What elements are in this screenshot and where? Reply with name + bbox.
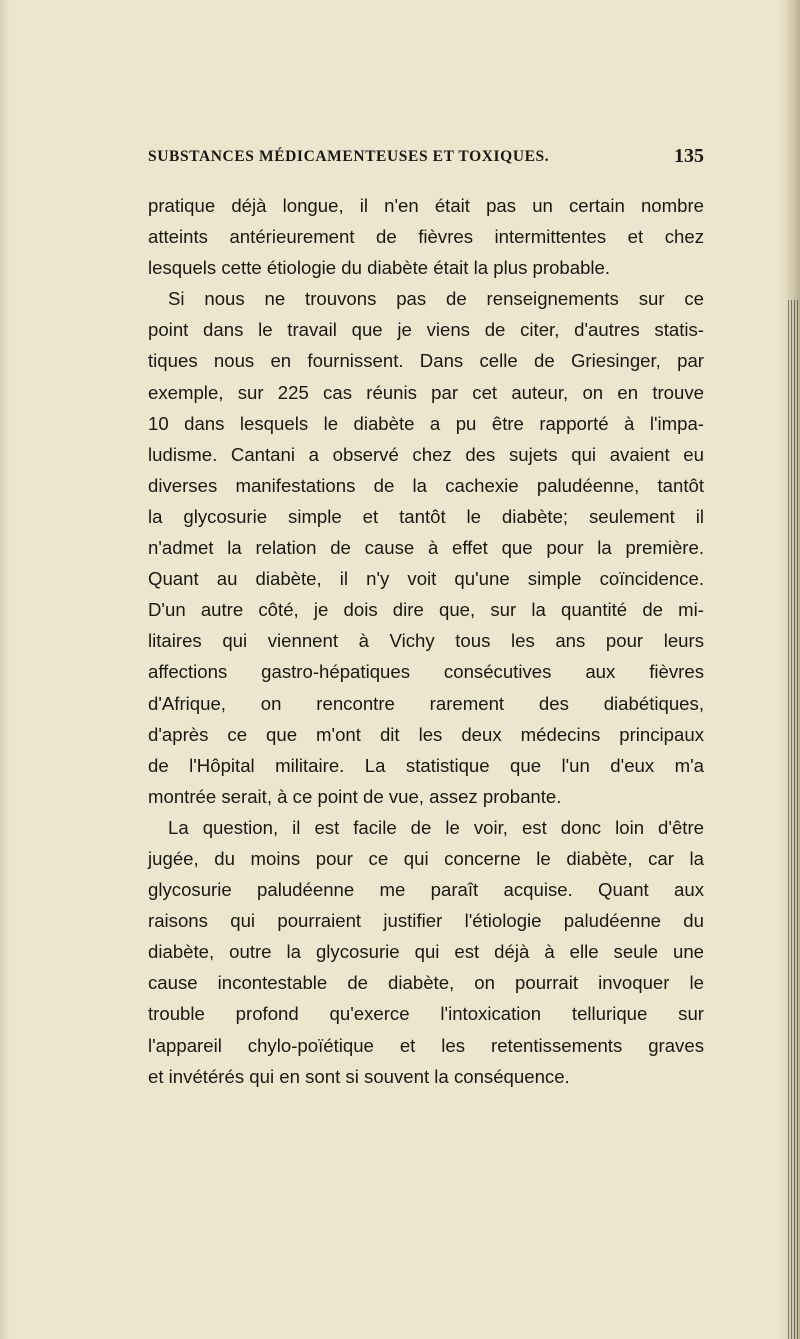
page-number: 135 — [674, 145, 704, 167]
text-line: exemple, sur 225 cas réunis par cet auteur, on en trouve — [148, 381, 704, 403]
page-edge-left — [0, 0, 10, 1339]
text-line: l'appareil chylo-poïétique et les retentissements graves — [148, 1034, 704, 1056]
text-line: litaires qui viennent à Vichy tous les ans pour leurs — [148, 630, 704, 652]
text-line: La question, il est facile de le voir, est donc loin d'être — [168, 816, 704, 838]
text-line: lesquels cette étiologie du diabète était la plus probable. — [148, 257, 611, 279]
text-line: d'Afrique, on rencontre rarement des diabétiques, — [148, 692, 704, 714]
body-text — [148, 190, 704, 1092]
text-line: jugée, du moins pour ce qui concerne le diabète, car la — [148, 847, 704, 869]
page-stack-edge — [788, 300, 798, 1339]
text-line: Quant au diabète, il n'y voit qu'une simple coïncidence. — [148, 568, 704, 590]
text-line: diabète, outre la glycosurie qui est déjà à elle seule une — [148, 941, 704, 963]
text-line: trouble profond qu'exerce l'intoxication tellurique sur — [148, 1003, 704, 1025]
page-header — [148, 145, 704, 172]
text-line: raisons qui pourraient justifier l'étiologie paludéenne du — [148, 910, 704, 932]
text-line: de l'Hôpital militaire. La statistique que l'un d'eux m'a — [148, 754, 704, 776]
text-line: et invétérés qui en sont si souvent la conséquence. — [148, 1065, 570, 1087]
text-line: 10 dans lesquels le diabète a pu être rapporté à l'impa- — [148, 412, 704, 434]
text-line: ludisme. Cantani a observé chez des sujets qui avaient eu — [148, 443, 704, 465]
text-line: pratique déjà longue, il n'en était pas un certain nombre — [148, 195, 704, 216]
text-line: d'après ce que m'ont dit les deux médecins principaux — [148, 723, 704, 745]
text-line: point dans le travail que je viens de citer, d'autres statis- — [148, 319, 704, 341]
text-line: tiques nous en fournissent. Dans celle de Griesinger, par — [148, 350, 704, 372]
text-line: glycosurie paludéenne me paraît acquise. Quant aux — [148, 879, 704, 901]
text-line: n'admet la relation de cause à effet que pour la première. — [148, 537, 704, 559]
text-line: Si nous ne trouvons pas de renseignements sur ce — [168, 288, 704, 310]
text-line: atteints antérieurement de fièvres intermittentes et chez — [148, 226, 704, 248]
text-line: diverses manifestations de la cachexie paludéenne, tantôt — [148, 474, 704, 496]
running-head: SUBSTANCES MÉDICAMENTEUSES ET TOXIQUES. — [148, 148, 550, 165]
text-line: affections gastro-hépatiques consécutives aux fièvres — [148, 661, 704, 683]
page-edge-right — [778, 0, 800, 1339]
text-line: montrée serait, à ce point de vue, assez probante. — [148, 785, 562, 807]
text-line: cause incontestable de diabète, on pourrait invoquer le — [148, 972, 704, 994]
text-line: la glycosurie simple et tantôt le diabète; seulement il — [148, 505, 704, 527]
text-line: D'un autre côté, je dois dire que, sur la quantité de mi- — [148, 599, 704, 621]
